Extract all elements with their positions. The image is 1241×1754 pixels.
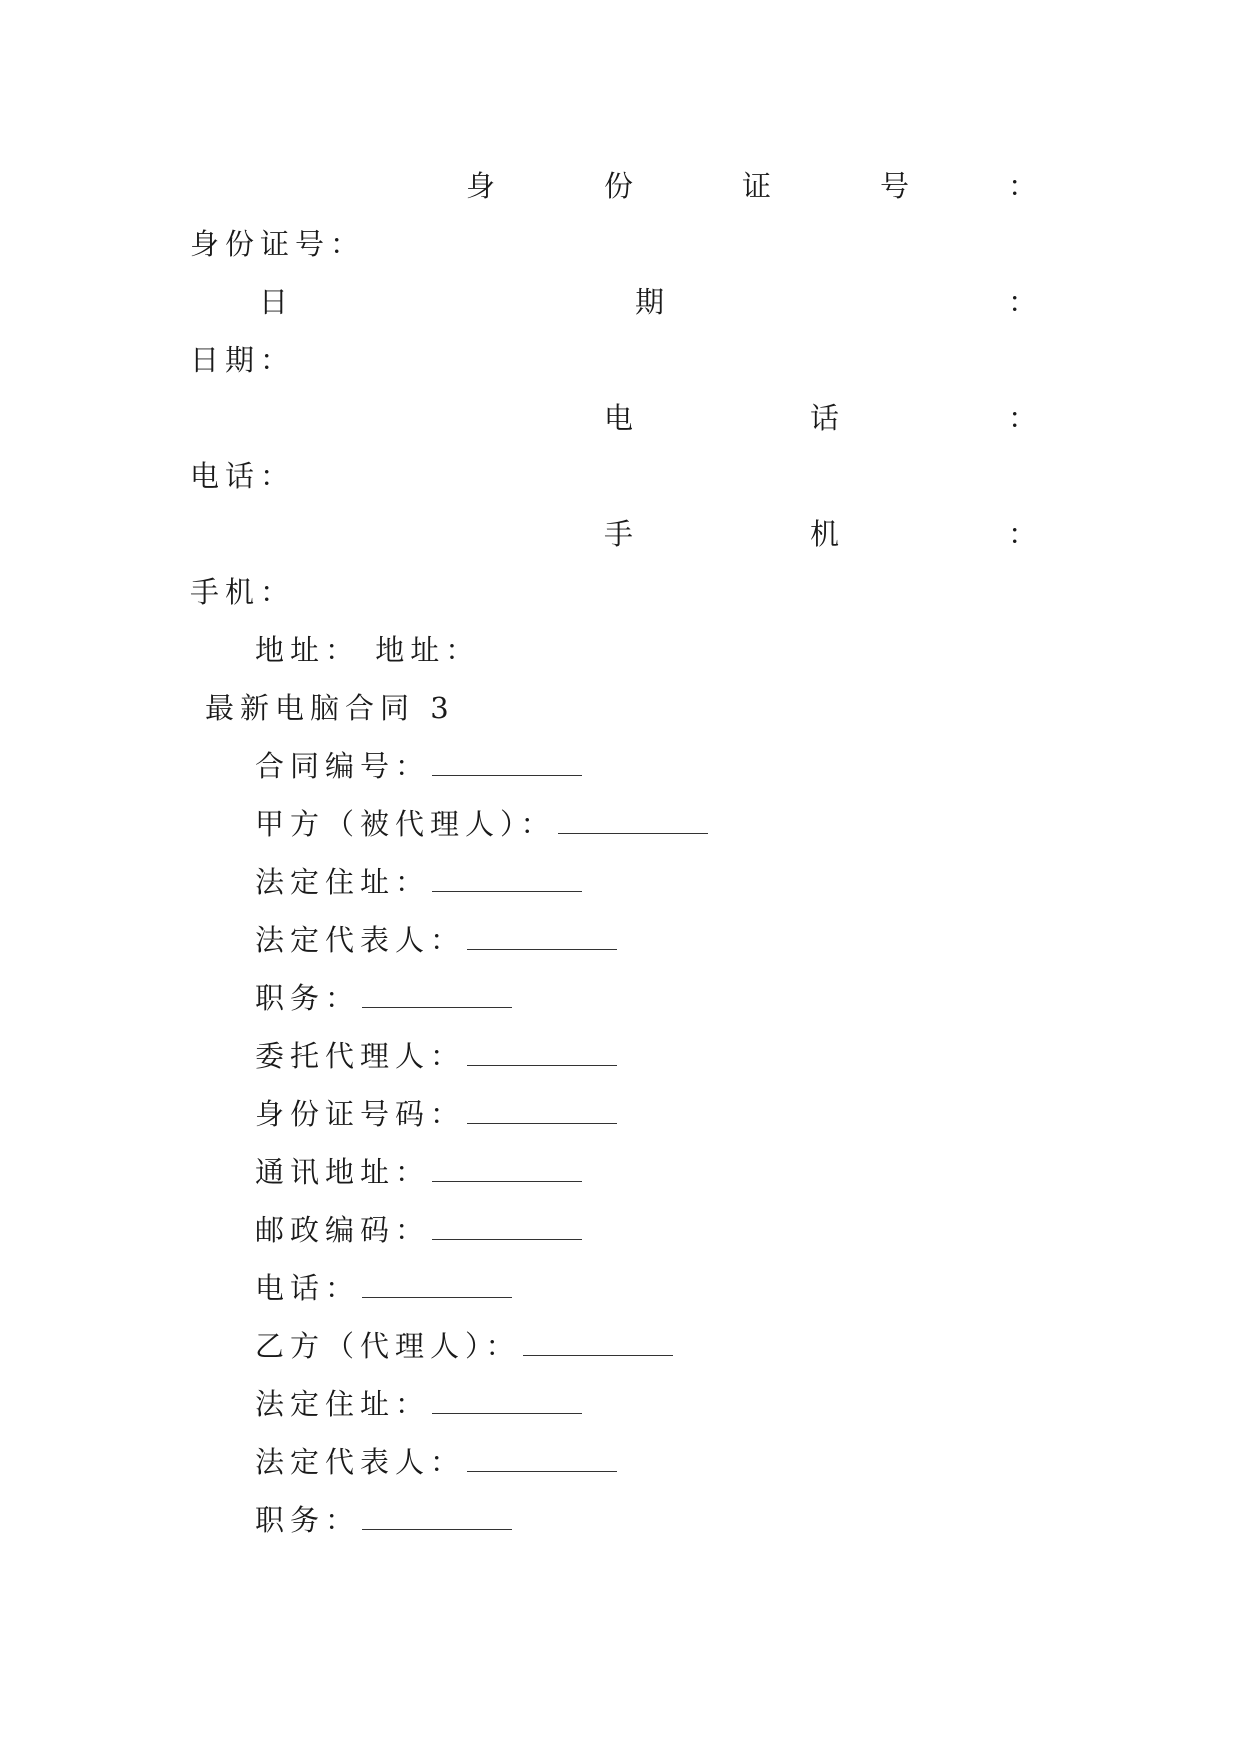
- field-label: 乙方（代理人）：: [255, 1329, 521, 1363]
- field-postal-code: [255, 1212, 582, 1248]
- field-contract-number: [255, 748, 582, 784]
- blank-line[interactable]: [467, 1039, 617, 1066]
- field-label: 合同编号：: [255, 749, 431, 783]
- date-char-1: 日: [259, 285, 289, 319]
- field-label: 委托代理人：: [255, 1039, 466, 1073]
- phone-char-1: 电: [604, 401, 634, 435]
- field-label: 职务：: [255, 981, 361, 1015]
- field-label: 法定住址：: [255, 865, 431, 899]
- field-label: 身份证号码：: [255, 1097, 466, 1131]
- id-char-2: 份: [604, 169, 634, 203]
- blank-line[interactable]: [362, 981, 512, 1008]
- field-label: 法定代表人：: [255, 923, 466, 957]
- blank-line[interactable]: [467, 1097, 617, 1124]
- address-label: 地址： 地址：: [255, 633, 481, 667]
- id-char-4: 号: [880, 169, 910, 203]
- field-legal-rep-b: [255, 1444, 617, 1480]
- id-char-3: 证: [742, 169, 772, 203]
- field-label: 职务：: [255, 1503, 361, 1537]
- blank-line[interactable]: [523, 1329, 673, 1356]
- mobile-colon: ：: [1008, 517, 1038, 551]
- field-label: 甲方（被代理人）：: [255, 807, 556, 841]
- phone-char-2: 话: [810, 401, 840, 435]
- field-party-b: [255, 1328, 673, 1364]
- phone-label: 电话：: [190, 459, 296, 493]
- field-agent: [255, 1038, 617, 1074]
- field-label: 通讯地址：: [255, 1155, 431, 1189]
- field-position-b: [255, 1502, 512, 1538]
- blank-line[interactable]: [432, 1213, 582, 1240]
- mobile-char-1: 手: [604, 517, 634, 551]
- field-label: 邮政编码：: [255, 1213, 431, 1247]
- field-party-a: [255, 806, 708, 842]
- field-label: 法定住址：: [255, 1387, 431, 1421]
- blank-line[interactable]: [467, 923, 617, 950]
- phone-colon: ：: [1008, 401, 1038, 435]
- blank-line[interactable]: [362, 1271, 512, 1298]
- date-label: 日期：: [190, 343, 296, 377]
- blank-line[interactable]: [432, 749, 582, 776]
- field-mailing-address: [255, 1154, 582, 1190]
- blank-line[interactable]: [467, 1445, 617, 1472]
- field-phone: [255, 1270, 512, 1306]
- field-label: 法定代表人：: [255, 1445, 466, 1479]
- id-colon: ：: [1008, 169, 1038, 203]
- blank-line[interactable]: [432, 1155, 582, 1182]
- blank-line[interactable]: [432, 1387, 582, 1414]
- contract-heading: 最新电脑合同 3: [205, 691, 455, 725]
- date-colon: ：: [1008, 285, 1038, 319]
- mobile-char-2: 机: [810, 517, 840, 551]
- date-char-2: 期: [635, 285, 665, 319]
- field-legal-address-b: [255, 1386, 582, 1422]
- blank-line[interactable]: [558, 807, 708, 834]
- field-legal-rep-a: [255, 922, 617, 958]
- id-char-1: 身: [466, 169, 496, 203]
- mobile-label: 手机：: [190, 575, 296, 609]
- field-label: 电话：: [255, 1271, 361, 1305]
- blank-line[interactable]: [432, 865, 582, 892]
- field-position-a: [255, 980, 512, 1016]
- blank-line[interactable]: [362, 1503, 512, 1530]
- field-legal-address-a: [255, 864, 582, 900]
- id-number-label: 身份证号：: [190, 227, 366, 261]
- field-id-number: [255, 1096, 617, 1132]
